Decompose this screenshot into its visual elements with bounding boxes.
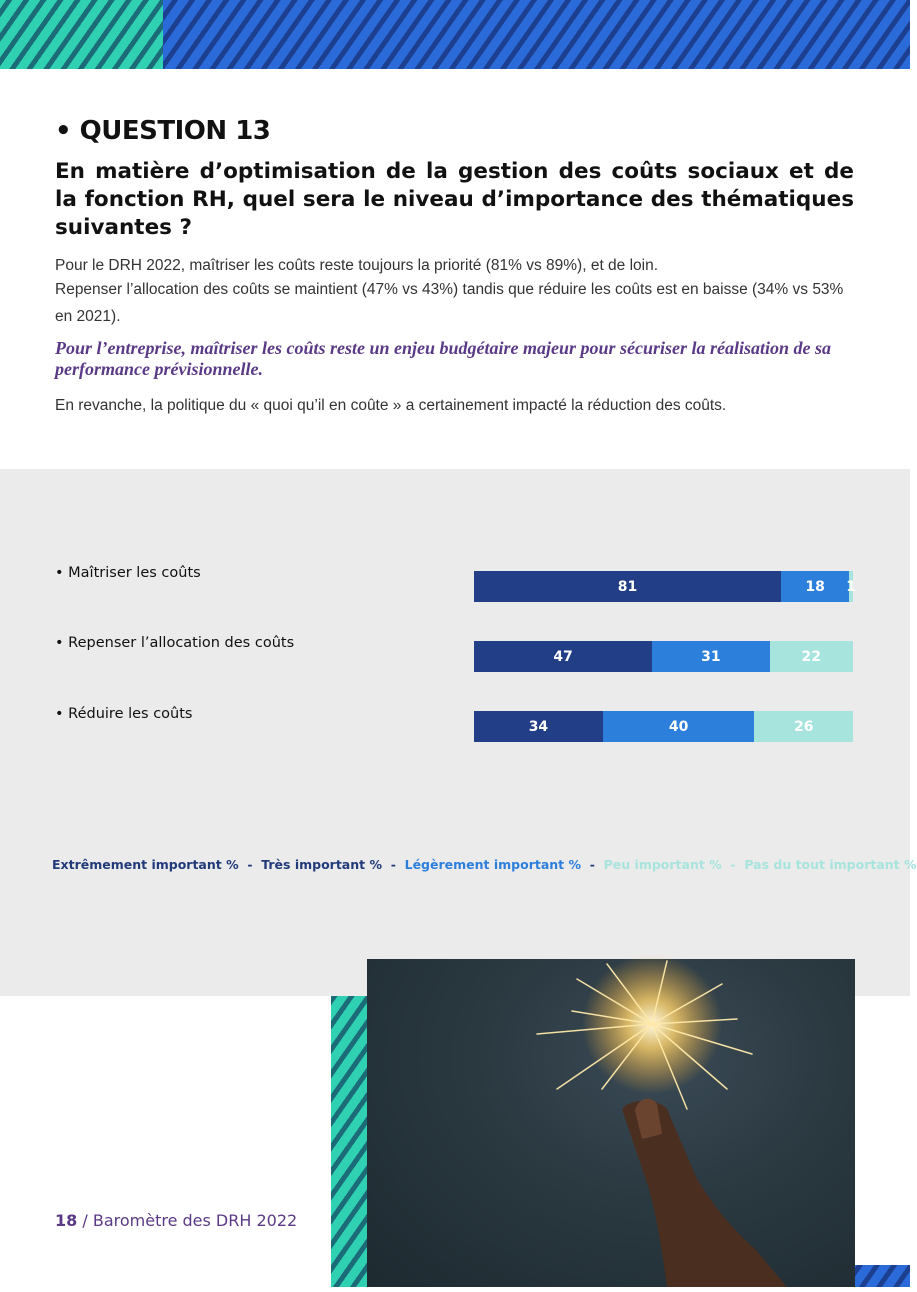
body-line-2: Repenser l’allocation des coûts se maintient (47% vs 43%) tandis que réduire les coûts est en baisse (34% vs 53% en 2021).	[55, 281, 844, 325]
bar-value-label: 26	[793, 718, 814, 735]
bar-segment	[754, 711, 853, 742]
bar-value-label: 31	[701, 648, 721, 665]
legend-separator: -	[721, 857, 745, 872]
legend-entry: Légèrement important %	[404, 857, 582, 872]
legend-separator: -	[238, 857, 262, 872]
bar-segment	[474, 641, 652, 672]
bar-segment	[781, 571, 849, 602]
bar-value-label: 81	[617, 578, 638, 595]
legend-separator: -	[581, 857, 604, 872]
question-title: • QUESTION 13	[55, 116, 271, 146]
legend-separator: -	[382, 857, 405, 872]
bar-row	[474, 571, 856, 602]
bar-segment	[603, 711, 755, 742]
row-label: • Maîtriser les coûts	[55, 565, 201, 581]
sparkler-photo	[367, 959, 855, 1287]
body-line-3: En revanche, la politique du « quoi qu’il en coûte » a certainement impacté la réduction des coûts.	[55, 397, 727, 414]
body-line-1: Pour le DRH 2022, maîtriser les coûts reste toujours la priorité (81% vs 89%), et de loin.	[55, 257, 659, 274]
chart-legend	[52, 857, 917, 872]
decor-stripe-right	[855, 1265, 910, 1287]
bar-segment	[652, 641, 769, 672]
legend-entry: Pas du tout important %	[744, 857, 917, 872]
page-footer	[55, 1211, 297, 1230]
sparkler-illustration	[367, 959, 855, 1287]
row-label: • Réduire les coûts	[55, 706, 193, 722]
bar-value-label: 40	[668, 718, 689, 735]
bar-value-label: 22	[801, 648, 822, 665]
bar-value-label: 1	[846, 578, 856, 595]
question-subtitle: En matière d’optimisation de la gestion des coûts sociaux et de la fonction RH, quel sera le niveau d’importance des thématiques suivantes ?	[55, 159, 854, 240]
bar-value-label: 34	[528, 718, 549, 735]
bar-segment	[770, 641, 853, 672]
page-number: 18	[55, 1211, 78, 1230]
bar-row	[474, 641, 853, 672]
bar-segment	[474, 571, 781, 602]
footer-title: / Baromètre des DRH 2022	[82, 1211, 298, 1230]
header-stripe-teal	[0, 0, 163, 69]
decor-stripe-left	[331, 996, 367, 1287]
bar-value-label: 18	[805, 578, 825, 595]
bar-row	[474, 711, 853, 742]
bar-value-label: 47	[553, 648, 573, 665]
bar-segment	[474, 711, 603, 742]
legend-entry: Peu important %	[603, 857, 722, 872]
header-stripe-blue	[163, 0, 910, 69]
legend-entry: Extrêmement important %	[52, 857, 239, 872]
row-label: • Repenser l’allocation des coûts	[55, 635, 295, 651]
legend-entry: Très important %	[261, 857, 382, 872]
highlight-quote: Pour l’entreprise, maîtriser les coûts reste un enjeu budgétaire majeur pour sécuriser la réalisation de sa performance prévisionnelle.	[55, 338, 832, 379]
bar-segment	[846, 571, 856, 602]
